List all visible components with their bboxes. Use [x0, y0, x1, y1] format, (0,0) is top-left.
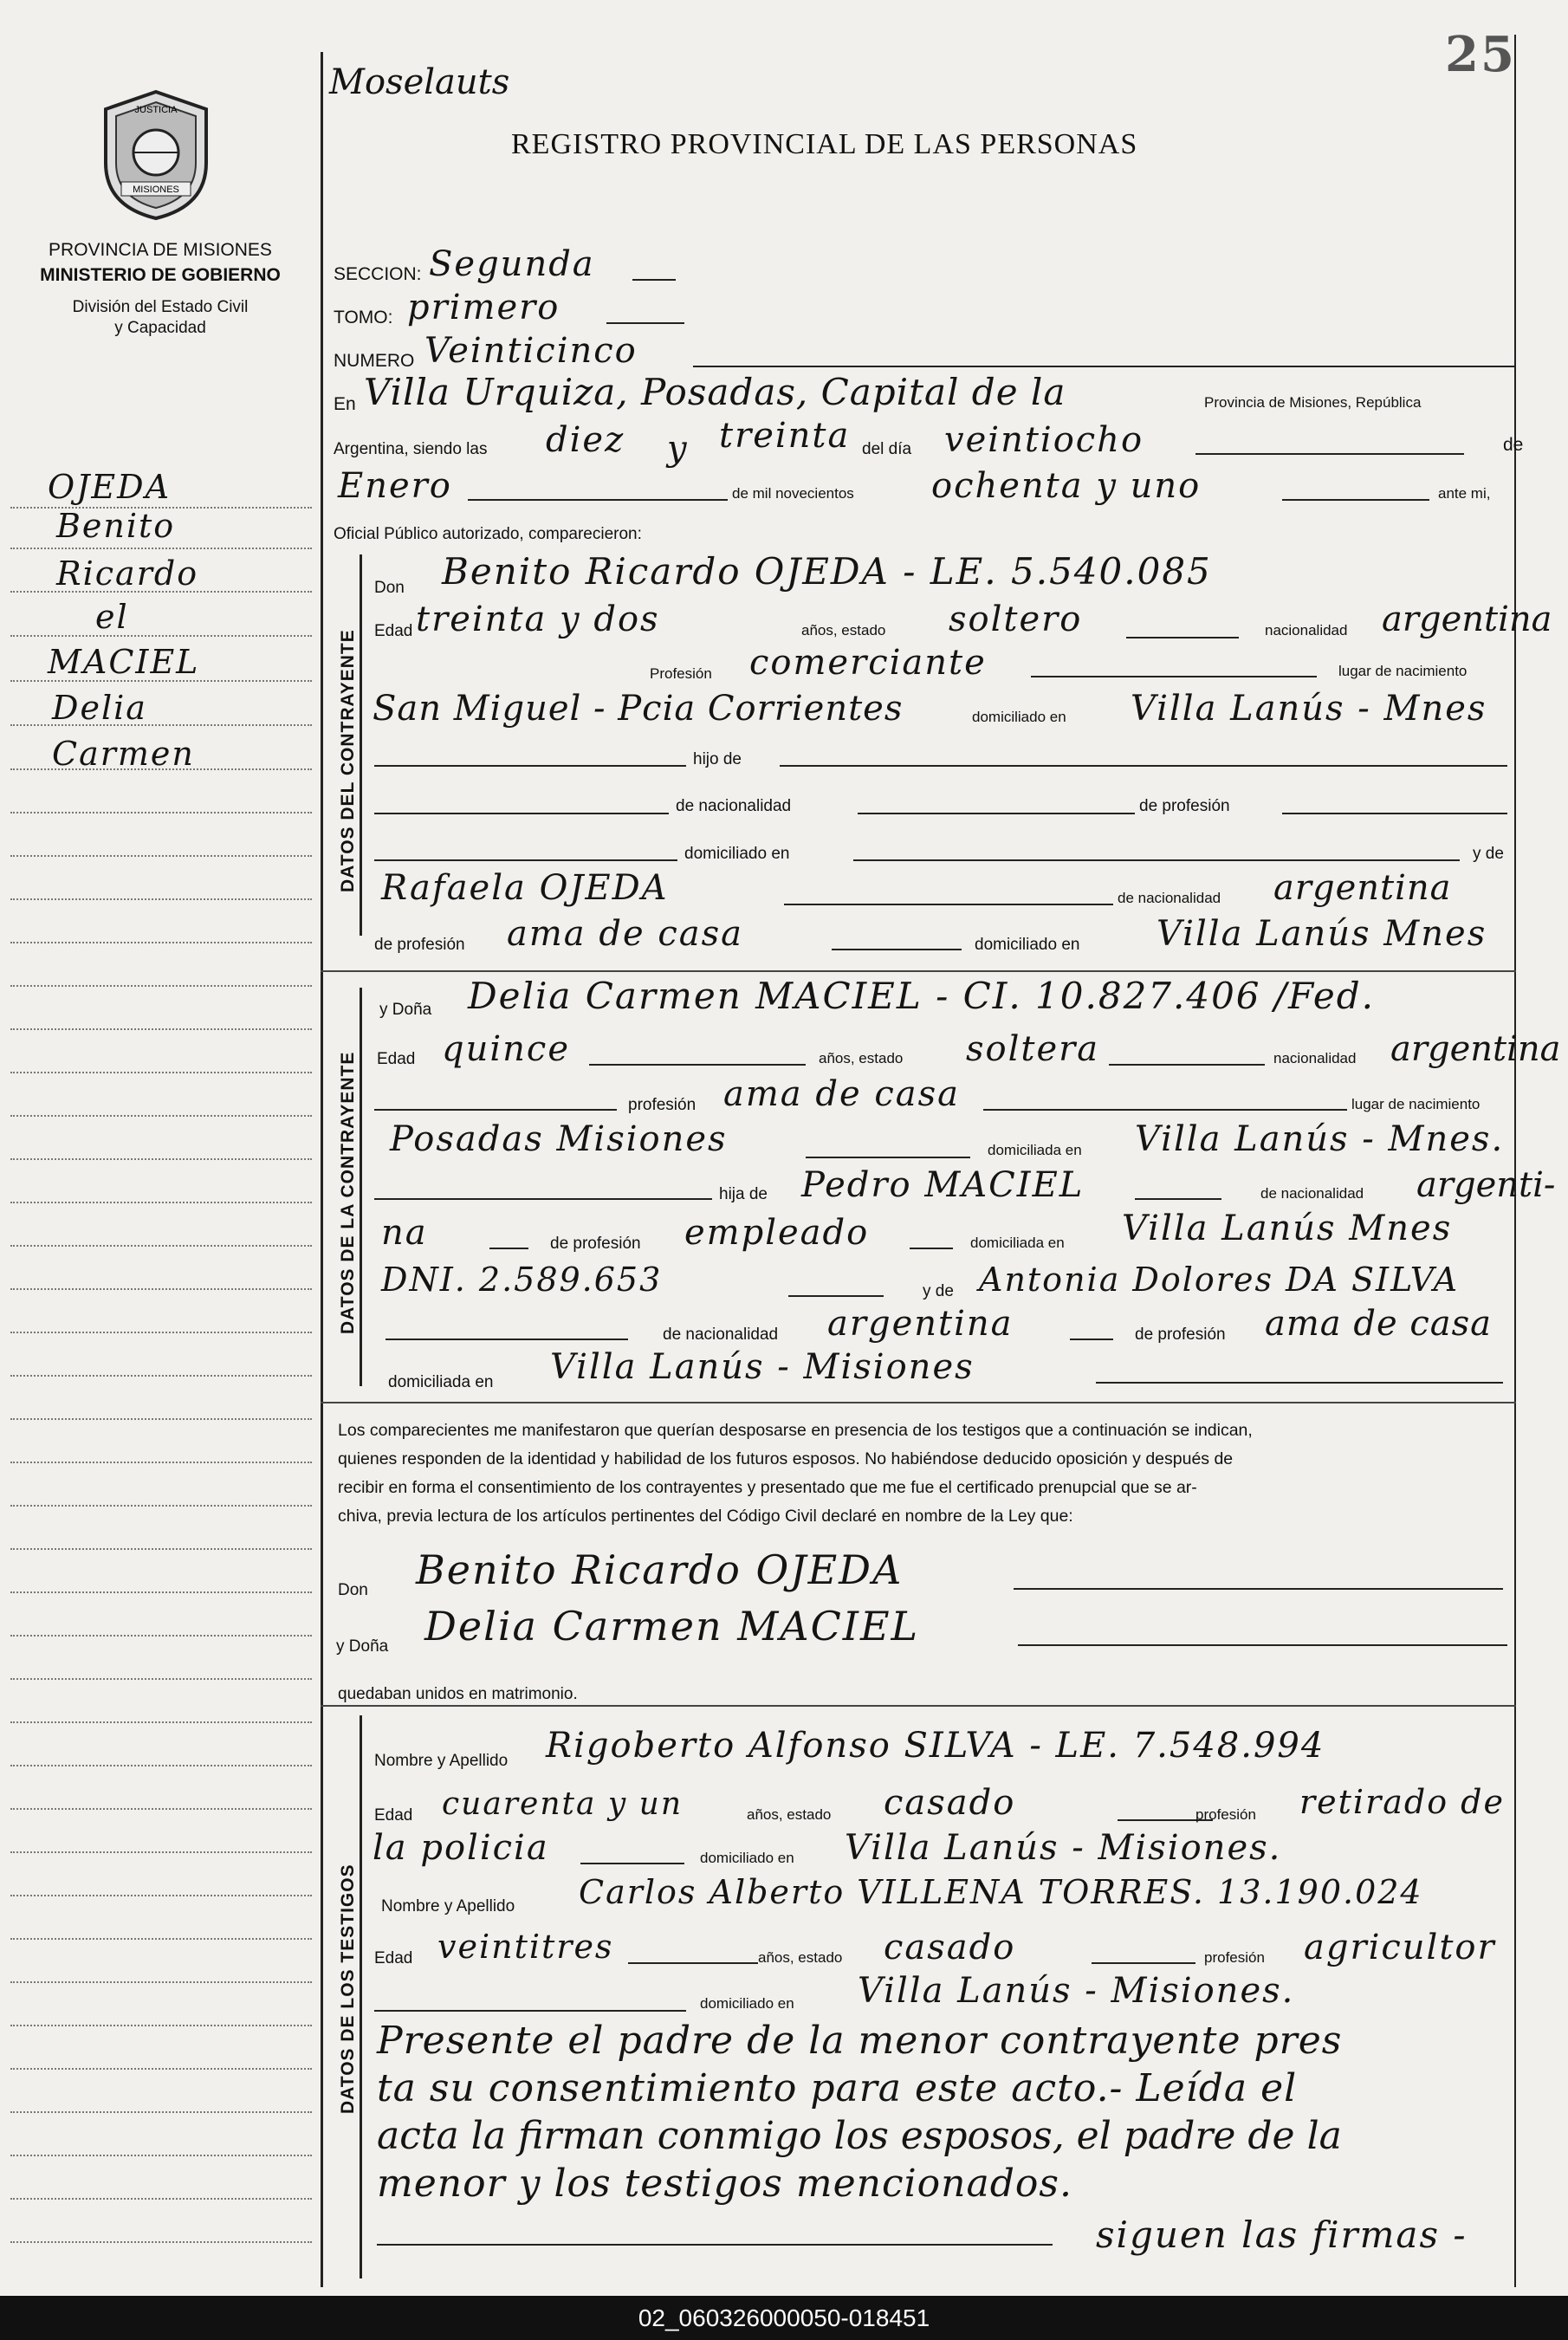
hija-de-label: hija de	[719, 1185, 768, 1203]
w2-dom-value: Villa Lanús - Misiones.	[858, 1971, 1295, 2011]
w2-anos-estado-label: años, estado	[758, 1949, 843, 1966]
page-number: 25	[1445, 26, 1516, 83]
decl-don-label: Don	[338, 1581, 368, 1599]
ante-mi-label: ante mi,	[1438, 485, 1491, 502]
bride-domiciliada-label: domiciliada en	[988, 1142, 1082, 1158]
bride-father-dom-value: Villa Lanús Mnes	[1122, 1209, 1453, 1248]
hora-1-value: diez	[546, 420, 625, 460]
bride-father-nat-value: argenti-	[1416, 1165, 1556, 1205]
w2-profesion-label: profesión	[1204, 1949, 1265, 1966]
groom-dom-value: Villa Lanús - Mnes	[1131, 689, 1487, 729]
w1-edad-label: Edad	[374, 1806, 413, 1825]
bride-father-prof-value: empleado	[684, 1213, 870, 1253]
w1-dom-value: Villa Lanús - Misiones.	[845, 1828, 1282, 1868]
w2-prof-value: agricultor	[1304, 1928, 1496, 1967]
oficial-label: Oficial Público autorizado, comparecieron:	[334, 525, 642, 543]
bride-name-value: Delia Carmen MACIEL - CI. 10.827.406 /Fed.	[468, 975, 1375, 1017]
bride-nat-value: argentina	[1390, 1029, 1561, 1069]
hora-y-value: y	[667, 429, 689, 469]
margin-name-5: MACIEL	[48, 643, 200, 681]
document-title: REGISTRO PROVINCIAL DE LAS PERSONAS	[511, 128, 1138, 160]
bride-nacionalidad-label: nacionalidad	[1273, 1050, 1357, 1066]
w1-age-value: cuarenta y un	[442, 1786, 684, 1822]
note-line-4: menor y los testigos mencionados.	[377, 2162, 1072, 2206]
groom-nacionalidad-label: nacionalidad	[1265, 622, 1348, 638]
margin-name-2: Benito	[56, 507, 176, 545]
w2-dom-label: domiciliado en	[700, 1995, 794, 2012]
bride-mother-prof-label: de profesión	[1135, 1326, 1226, 1344]
witness-section-rule	[360, 1715, 362, 2278]
en-label: En	[334, 394, 356, 414]
bride-mother-dom-label: domiciliada en	[388, 1373, 494, 1391]
groom-status-value: soltero	[949, 600, 1083, 639]
w1-status-value: casado	[884, 1783, 1016, 1823]
de-mil-label: de mil novecientos	[732, 485, 854, 502]
groom-y-de-label: y de	[1473, 845, 1504, 863]
w2-name-value: Carlos Alberto VILLENA TORRES. 13.190.024	[579, 1873, 1423, 1911]
bride-mother-nac-label: de nacionalidad	[663, 1326, 779, 1344]
division-line-2: y Capacidad	[114, 319, 206, 337]
bride-anos-estado-label: años, estado	[819, 1050, 904, 1066]
numero-value: Veinticinco	[424, 331, 638, 371]
bride-father-value: Pedro MACIEL	[801, 1165, 1085, 1205]
del-dia-label: del día	[862, 440, 912, 458]
note-line-1: Presente el padre de la menor contrayente pres	[377, 2019, 1343, 2063]
w1-dom-label: domiciliado en	[700, 1850, 794, 1866]
note-line-2: ta su consentimiento para este acto.- Leída el	[377, 2066, 1298, 2110]
groom-mother-prof-label: de profesión	[374, 936, 465, 954]
bride-profesion-label: profesión	[628, 1096, 697, 1114]
side-label-groom: DATOS DEL CONTRAYENTE	[338, 629, 358, 892]
bride-lugar-nac-label: lugar de nacimiento	[1351, 1096, 1481, 1112]
division-line-1: División del Estado Civil	[72, 298, 249, 316]
bride-father-dni-value: DNI. 2.589.653	[381, 1261, 663, 1299]
groom-name-value: Benito Ricardo OJEDA - LE. 5.540.085	[442, 550, 1212, 593]
paragraph-line-4: chiva, previa lectura de los artículos pertinentes del Código Civil declaré en nombre de la Ley que:	[338, 1507, 1073, 1526]
groom-domiciliado-2-label: domiciliado en	[684, 845, 790, 863]
groom-age-value: treinta y dos	[416, 600, 660, 639]
groom-profesion-label: Profesión	[650, 665, 712, 682]
mes-value: Enero	[338, 466, 452, 506]
decl-dona-label: y Doña	[336, 1637, 389, 1656]
numero-label: NUMERO	[334, 351, 415, 371]
margin-name-4: el	[95, 598, 129, 636]
bride-edad-label: Edad	[377, 1050, 416, 1068]
divider-2	[321, 1402, 1516, 1403]
groom-prof-value: comerciante	[749, 643, 987, 683]
w1-anos-estado-label: años, estado	[747, 1806, 832, 1823]
tomo-value: primero	[407, 288, 560, 327]
left-margin-rule	[321, 52, 323, 2287]
w2-status-value: casado	[884, 1928, 1016, 1967]
margin-name-7: Carmen	[52, 735, 195, 773]
bride-father-nat-2-value: na	[381, 1213, 428, 1253]
groom-mother-nat-value: argentina	[1273, 868, 1452, 908]
groom-de-profesion-label: de profesión	[1139, 797, 1230, 815]
groom-de-nacionalidad-label: de nacionalidad	[676, 797, 792, 815]
bride-father-nac-label: de nacionalidad	[1260, 1185, 1364, 1202]
paragraph-line-3: recibir en forma el consentimiento de los contrayentes y presentado que me fue el certificado prenupcial que se ar-	[338, 1478, 1197, 1497]
decl-don-value: Benito Ricardo OJEDA	[416, 1546, 904, 1593]
bride-dom-value: Villa Lanús - Mnes.	[1135, 1119, 1505, 1159]
bride-father-prof-label: de profesión	[550, 1235, 641, 1253]
footer-bar	[0, 2296, 1568, 2340]
groom-nat-value: argentina	[1382, 600, 1552, 639]
ano-value: ochenta y uno	[931, 466, 1202, 506]
w2-nombre-label: Nombre y Apellido	[381, 1897, 515, 1915]
margin-name-1: OJEDA	[48, 468, 172, 506]
w2-edad-label: Edad	[374, 1949, 413, 1967]
w1-name-value: Rigoberto Alfonso SILVA - LE. 7.548.994	[546, 1726, 1325, 1766]
bride-birth-value: Posadas Misiones	[390, 1119, 728, 1159]
decl-dona-value: Delia Carmen MACIEL	[424, 1603, 920, 1650]
dia-value: veintiocho	[944, 420, 1144, 460]
right-margin-rule	[1514, 35, 1516, 2287]
bride-mother-nat-value: argentina	[827, 1304, 1014, 1344]
y-dona-label: y Doña	[379, 1001, 432, 1019]
w2-age-value: veintitres	[437, 1928, 614, 1966]
bride-status-value: soltera	[966, 1029, 1100, 1069]
groom-mother-value: Rafaela OJEDA	[381, 868, 669, 908]
w1-profesion-label: profesión	[1195, 1806, 1256, 1823]
groom-birth-value: San Miguel - Pcia Corrientes	[373, 689, 904, 729]
coat-of-arms-seal	[87, 85, 225, 224]
bride-mother-prof-value: ama de casa	[1265, 1304, 1492, 1344]
margin-name-6: Delia	[52, 689, 147, 727]
ministry-name: MINISTERIO DE GOBIERNO	[40, 265, 281, 285]
margin-name-3: Ricardo	[56, 554, 199, 593]
bride-section-rule	[360, 988, 362, 1386]
w1-nombre-label: Nombre y Apellido	[374, 1752, 509, 1770]
bride-father-dom-label: domiciliada en	[970, 1235, 1065, 1251]
argentina-siendo-label: Argentina, siendo las	[334, 440, 488, 458]
groom-mother-prof-value: ama de casa	[507, 914, 743, 954]
side-label-bride: DATOS DE LA CONTRAYENTE	[338, 1051, 358, 1334]
divider-1	[321, 970, 1516, 972]
bride-y-de-label: y de	[923, 1282, 954, 1300]
w1-prof-value: retirado de	[1299, 1783, 1505, 1821]
paragraph-line-2: quienes responden de la identidad y habilidad de los futuros esposos. No habiéndose deducido oposición y después de	[338, 1449, 1234, 1468]
seal-bottom-text: MISIONES	[133, 185, 179, 195]
groom-mother-dom-label: domiciliado en	[975, 936, 1080, 954]
groom-mother-dom-value: Villa Lanús Mnes	[1157, 914, 1487, 954]
don-label: Don	[374, 579, 405, 597]
bride-age-value: quince	[442, 1029, 570, 1069]
bride-prof-value: ama de casa	[723, 1074, 960, 1114]
groom-section-rule	[360, 554, 362, 936]
paragraph-line-1: Los comparecientes me manifestaron que querían desposarse en presencia de los testigos que a continuación se indican,	[338, 1421, 1253, 1440]
declaration-paragraph	[338, 1416, 1253, 1531]
tomo-label: TOMO:	[334, 308, 393, 327]
seal-top-text: JUSTICIA	[134, 105, 178, 115]
seccion-label: SECCION:	[334, 264, 422, 284]
footer-id: 02_060326000050-018451	[638, 2304, 930, 2331]
bride-mother-dom-value: Villa Lanús - Misiones	[550, 1347, 975, 1387]
de-label: de	[1503, 435, 1524, 455]
note-line-3: acta la firman conmigo los esposos, el padre de la	[377, 2114, 1342, 2158]
seccion-value: Segunda	[429, 244, 595, 284]
groom-anos-estado-label: años, estado	[801, 622, 886, 638]
quedaban-label: quedaban unidos en matrimonio.	[338, 1685, 578, 1703]
groom-lugar-nac-label: lugar de nacimiento	[1338, 663, 1468, 679]
lugar-value: Villa Urquiza, Posadas, Capital de la	[364, 371, 1066, 413]
provincia-label: Provincia de Misiones, República	[1204, 394, 1422, 411]
side-label-witnesses: DATOS DE LOS TESTIGOS	[338, 1864, 358, 2114]
divider-3	[321, 1705, 1516, 1707]
hijo-de-label: hijo de	[693, 750, 742, 768]
bride-mother-value: Antonia Dolores DA SILVA	[979, 1261, 1460, 1299]
note-line-5: siguen las firmas -	[1096, 2214, 1468, 2256]
hora-2-value: treinta	[719, 416, 851, 456]
groom-mother-nac-label: de nacionalidad	[1118, 890, 1221, 906]
top-scribble: Moselauts	[329, 62, 510, 102]
groom-edad-label: Edad	[374, 622, 413, 640]
w1-prof-2-value: la policia	[373, 1828, 549, 1868]
groom-domiciliado-label: domiciliado en	[972, 709, 1066, 725]
province-name: PROVINCIA DE MISIONES	[49, 240, 272, 260]
